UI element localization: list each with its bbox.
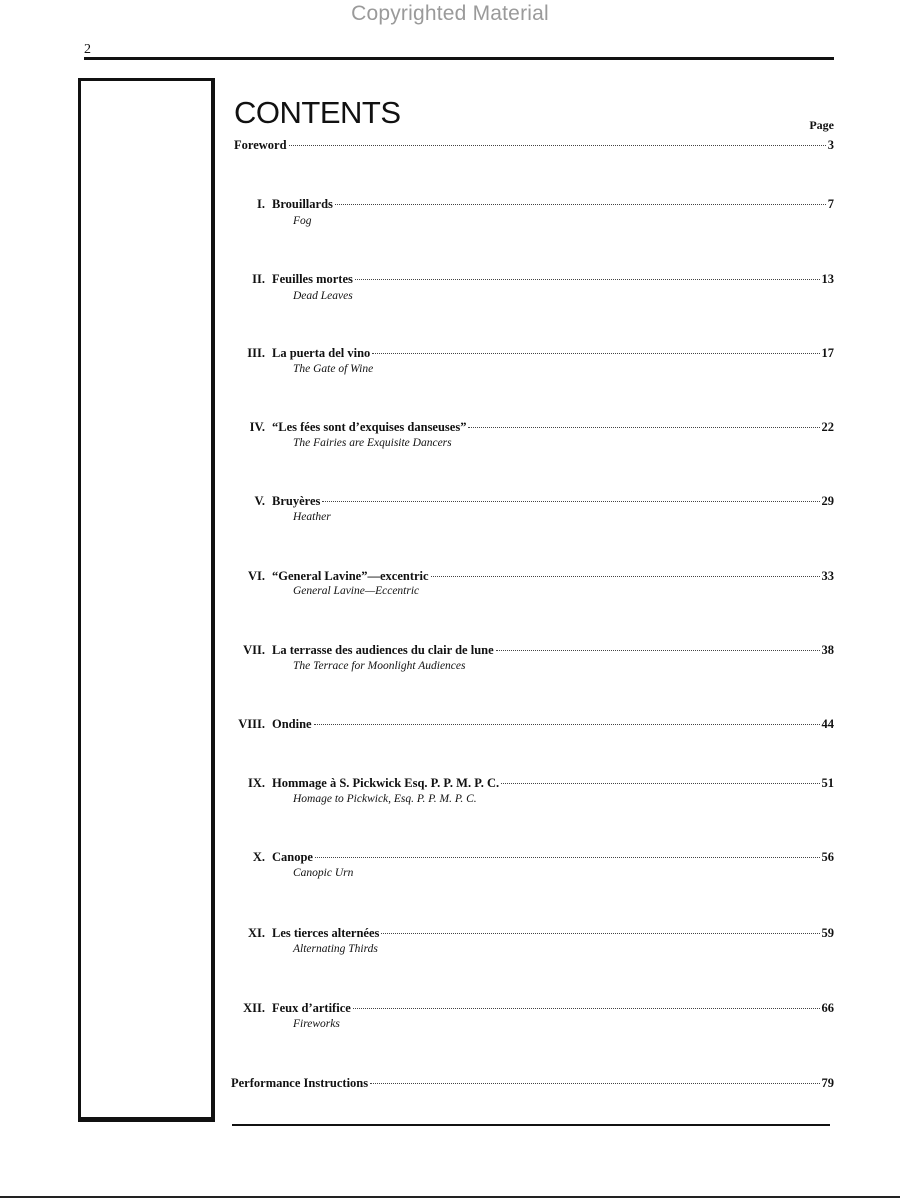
toc-entry-title: Canope xyxy=(272,850,313,864)
toc-entry-page: 13 xyxy=(821,272,834,286)
toc-entry-subtitle: Homage to Pickwick, Esq. P. P. M. P. C. xyxy=(293,793,477,805)
page-bottom-edge xyxy=(0,1196,900,1198)
toc-entry-numeral: VIII. xyxy=(238,717,265,731)
toc-entry[interactable] xyxy=(225,849,834,865)
toc-entry-title: Bruyères xyxy=(272,494,321,508)
copyright-watermark: Copyrighted Material xyxy=(351,2,549,25)
page-column-label: Page xyxy=(809,118,834,132)
toc-entry-subtitle: Alternating Thirds xyxy=(293,943,378,955)
toc-entry-subtitle: Heather xyxy=(293,511,331,523)
page-number: 2 xyxy=(84,42,91,57)
toc-entry-title: “Les fées sont d’exquises danseuses” xyxy=(272,420,467,434)
side-frame-box xyxy=(78,78,215,1122)
toc-entry[interactable] xyxy=(225,196,834,212)
toc-entry-subtitle: The Fairies are Exquisite Dancers xyxy=(293,437,452,449)
toc-entry-page: 29 xyxy=(821,494,834,508)
toc-entry-title: La terrasse des audiences du clair de lune xyxy=(272,643,494,657)
toc-entry-page: 3 xyxy=(827,138,834,152)
toc-entry-page: 59 xyxy=(821,926,834,940)
toc-entry-numeral: IV. xyxy=(249,420,265,434)
toc-entry-page: 79 xyxy=(821,1076,834,1090)
toc-entry-performance-instructions[interactable] xyxy=(231,1075,834,1091)
toc-entry[interactable] xyxy=(225,271,834,287)
dot-leader xyxy=(501,783,819,784)
dot-leader xyxy=(370,1083,819,1084)
toc-entry-numeral: II. xyxy=(252,272,265,286)
toc-entry-subtitle: General Lavine—Eccentric xyxy=(293,585,420,597)
toc-entry[interactable] xyxy=(225,493,834,509)
toc-entry-subtitle: The Gate of Wine xyxy=(293,363,374,375)
toc-entry-subtitle: The Terrace for Moonlight Audiences xyxy=(293,660,466,672)
top-rule xyxy=(84,57,834,60)
toc-entry-page: 22 xyxy=(821,420,834,434)
toc-entry-subtitle: Fog xyxy=(293,215,312,227)
toc-entry[interactable] xyxy=(225,1000,834,1016)
toc-entry-title: Hommage à S. Pickwick Esq. P. P. M. P. C. xyxy=(272,776,500,790)
toc-entry-title: Les tierces alternées xyxy=(272,926,380,940)
dot-leader xyxy=(431,576,820,577)
dot-leader xyxy=(496,650,820,651)
toc-entry-numeral: I. xyxy=(257,197,265,211)
toc-entry-numeral: V. xyxy=(254,494,265,508)
toc-entry-title: Brouillards xyxy=(272,197,333,211)
contents-heading: CONTENTS xyxy=(234,94,401,130)
dot-leader xyxy=(289,145,826,146)
dot-leader xyxy=(315,857,820,858)
toc-entry-title: “General Lavine”—excentric xyxy=(272,569,429,583)
toc-entry-title: La puerta del vino xyxy=(272,346,371,360)
dot-leader xyxy=(322,501,819,502)
dot-leader xyxy=(468,427,819,428)
toc-entry-title: Feuilles mortes xyxy=(272,272,353,286)
toc-entry-numeral: VII. xyxy=(243,643,265,657)
dot-leader xyxy=(355,279,820,280)
toc-entry-subtitle: Fireworks xyxy=(293,1018,340,1030)
dot-leader xyxy=(372,353,819,354)
toc-entry-page: 33 xyxy=(821,569,834,583)
dot-leader xyxy=(353,1008,820,1009)
toc-entry-numeral: X. xyxy=(252,850,265,864)
toc-entry[interactable] xyxy=(225,925,834,941)
dot-leader xyxy=(335,204,826,205)
toc-entry-page: 17 xyxy=(821,346,834,360)
toc-entry-subtitle: Canopic Urn xyxy=(293,867,354,879)
toc-entry-title: Foreword xyxy=(234,138,287,152)
toc-entry-numeral: III. xyxy=(247,346,265,360)
toc-entry[interactable] xyxy=(225,345,834,361)
toc-entry-numeral: XI. xyxy=(247,926,265,940)
toc-entry[interactable] xyxy=(225,716,834,732)
toc-entry-page: 51 xyxy=(821,776,834,790)
toc-entry-numeral: XII. xyxy=(243,1001,265,1015)
toc-entry-title: Feux d’artifice xyxy=(272,1001,351,1015)
toc-entry[interactable] xyxy=(225,775,834,791)
toc-entry[interactable] xyxy=(225,419,834,435)
dot-leader xyxy=(314,724,820,725)
toc-entry-page: 66 xyxy=(821,1001,834,1015)
toc-entry-title: Ondine xyxy=(272,717,312,731)
toc-entry-foreword[interactable] xyxy=(234,137,834,153)
toc-entry-page: 56 xyxy=(821,850,834,864)
toc-entry[interactable] xyxy=(225,568,834,584)
bottom-rule xyxy=(232,1124,830,1126)
toc-entry[interactable] xyxy=(225,642,834,658)
toc-entry-page: 38 xyxy=(821,643,834,657)
toc-entry-title: Performance Instructions xyxy=(231,1076,369,1090)
toc-entry-page: 44 xyxy=(821,717,834,731)
toc-entry-numeral: IX. xyxy=(247,776,265,790)
dot-leader xyxy=(381,933,819,934)
toc-entry-numeral: VI. xyxy=(247,569,265,583)
toc-entry-subtitle: Dead Leaves xyxy=(293,290,353,302)
toc-entry-page: 7 xyxy=(827,197,834,211)
